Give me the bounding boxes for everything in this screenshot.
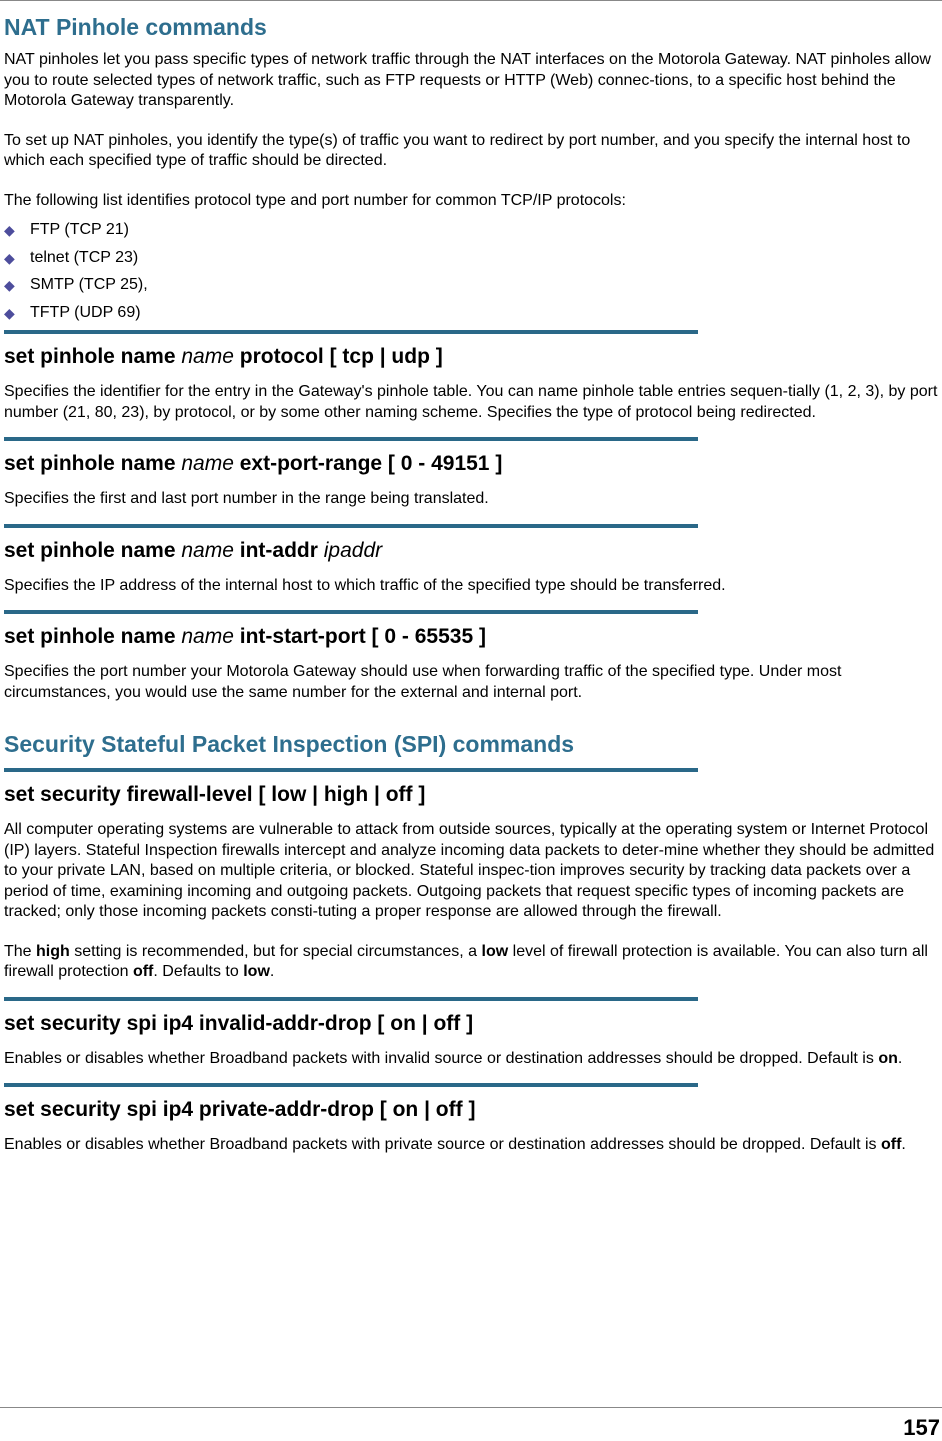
command-description: Specifies the identifier for the entry in the Gateway's pinhole table. You can name pinhole table entries sequen-tially (1, 2, 3), by port number (21, 80, 23), by protocol, or by some other naming scheme. Specifies the type of protocol being redirected.: [4, 383, 938, 421]
section-title-spi: Security Stateful Packet Inspection (SPI) commands: [4, 731, 575, 757]
list-item: ◆ TFTP (UDP 69): [4, 303, 141, 321]
section-title-nat-pinhole: NAT Pinhole commands: [4, 14, 267, 40]
command-pinhole-ext-port-range: set pinhole name name ext-port-range [ 0 - 49151 ]: [4, 452, 503, 475]
section-rule: [4, 768, 698, 772]
command-pinhole-int-addr: set pinhole name name int-addr ipaddr: [4, 538, 383, 562]
diamond-bullet-icon: ◆: [4, 277, 15, 293]
section-rule: [4, 437, 698, 441]
list-item: ◆ SMTP (TCP 25),: [4, 276, 148, 293]
command-firewall-level: set security firewall-level [ low | high | off ]: [4, 783, 426, 806]
section-rule: [4, 997, 698, 1001]
command-description: Enables or disables whether Broadband packets with private source or destination addresses should be dropped. Default is off.: [4, 1136, 906, 1153]
command-description: Specifies the first and last port number in the range being translated.: [4, 490, 489, 507]
intro-paragraph: NAT pinholes let you pass specific types of network traffic through the NAT interfaces on the Motorola Gateway. NAT pinholes allow you to route selected types of network traffic, such as FTP requests or HTTP (Web) connec-tions, to a specific host behind the Motorola Gateway transparently.: [4, 51, 931, 109]
page-number: 157: [903, 1415, 940, 1440]
command-description: All computer operating systems are vulnerable to attack from outside sources, typically at the operating system or Internet Protocol (IP) layers. Stateful Inspection firewalls intercept and analyze incoming data packets to deter-mine whether they should be admitted to your private LAN, based on multiple criteria, or blocked. Stateful inspec-tion improves security by tracking data packets over a period of time, examining incoming and outgoing packets. Outgoing packets that request specific types of incoming packets are tracked; only those incoming packets consti-tuting a proper response are allowed through the firewall.: [4, 821, 935, 920]
page-content: [4, 0, 938, 1156]
command-invalid-addr-drop: set security spi ip4 invalid-addr-drop [ on | off ]: [4, 1011, 474, 1035]
protocol-list: [4, 220, 938, 330]
diamond-bullet-icon: ◆: [4, 222, 15, 238]
command-pinhole-int-start-port: set pinhole name name int-start-port [ 0 - 65535 ]: [4, 625, 486, 648]
command-pinhole-protocol: set pinhole name name protocol [ tcp | udp ]: [4, 345, 443, 368]
command-description: Specifies the port number your Motorola Gateway should use when forwarding traffic of the specified type. Under most circumstances, you would use the same number for the external and internal port.: [4, 663, 842, 701]
section-rule: [4, 610, 698, 614]
diamond-bullet-icon: ◆: [4, 249, 15, 266]
command-private-addr-drop: set security spi ip4 private-addr-drop [ on | off ]: [4, 1098, 476, 1121]
list-intro-paragraph: The following list identifies protocol type and port number for common TCP/IP protocols:: [4, 191, 626, 209]
diamond-bullet-icon: ◆: [4, 304, 15, 321]
section-rule: [4, 524, 698, 528]
footer-rule: [0, 1407, 942, 1408]
setup-paragraph: To set up NAT pinholes, you identify the type(s) of traffic you want to redirect by port number, and you specify the internal host to which each specified type of traffic should be directed.: [4, 131, 911, 169]
command-description: Specifies the IP address of the internal host to which traffic of the specified type should be transferred.: [4, 576, 726, 594]
firewall-level-note: The high setting is recommended, but for special circumstances, a low level of firewall protection is available. You can also turn all firewall protection off. Defaults to low.: [4, 942, 928, 980]
list-item: ◆ telnet (TCP 23): [4, 248, 139, 266]
section-rule: [4, 1083, 698, 1087]
section-rule: [4, 330, 698, 334]
command-description: Enables or disables whether Broadband packets with invalid source or destination addresses should be dropped. Default is on.: [4, 1049, 903, 1067]
list-item: ◆ FTP (TCP 21): [4, 221, 129, 238]
